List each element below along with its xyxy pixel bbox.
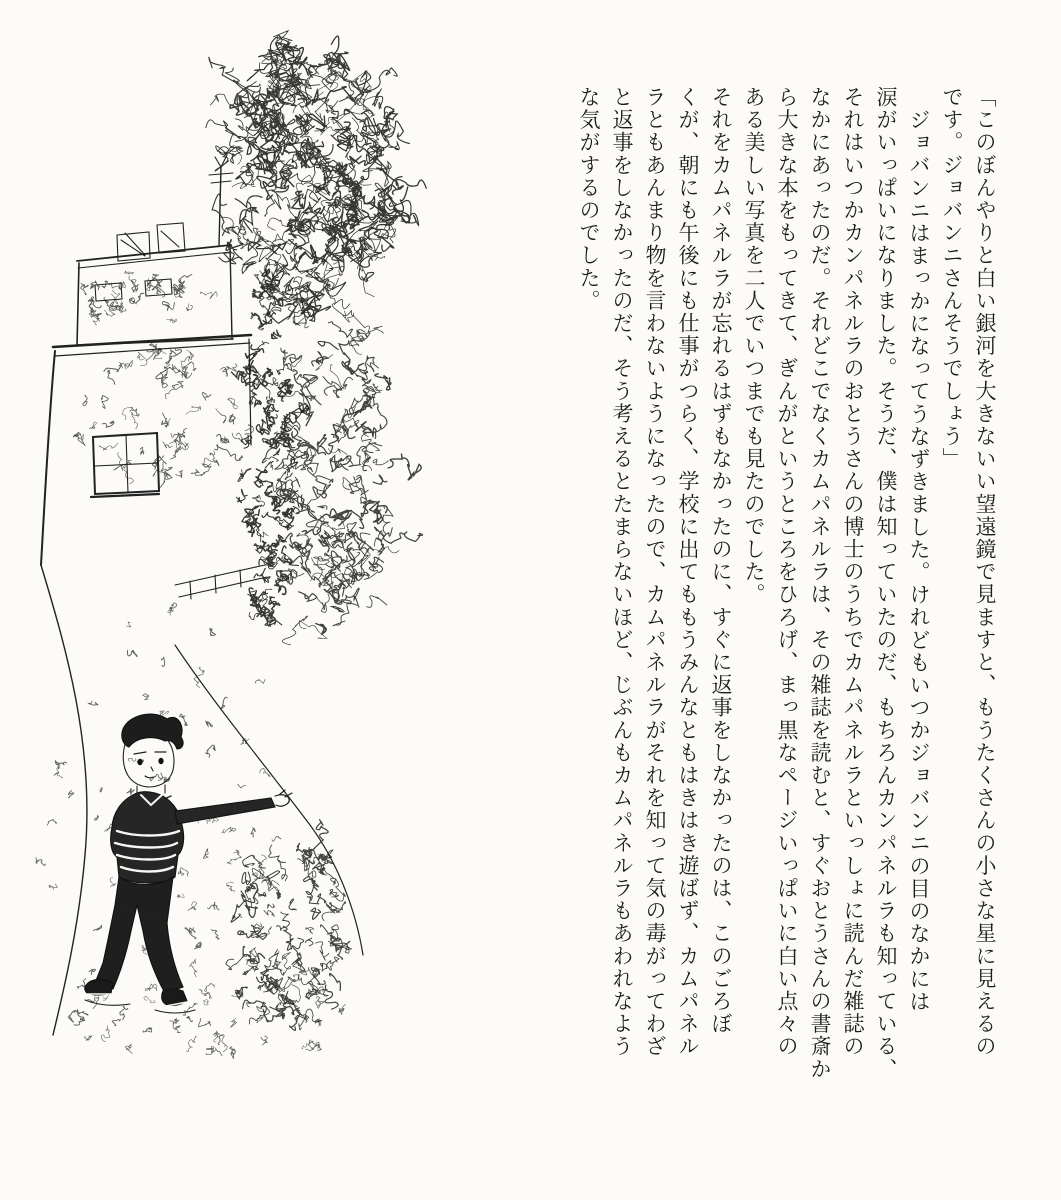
boy-figure-sketch	[85, 714, 292, 1006]
text-column: です。ジョバンニさんそうでしょう」	[940, 86, 964, 471]
eye-left	[137, 759, 142, 765]
eye-right	[158, 758, 163, 764]
text-column: と返事をしなかったのだ、そう考えるとたまらないほど、じぶんもカムパネルラもあわれなよう	[610, 86, 634, 1058]
text-column: 涙がいっぱいになりました。そうだ、僕は知っていたのだ、もちろんカンパネルラも知っている、	[874, 86, 898, 1081]
ink-sketch	[25, 25, 445, 1070]
illustration-boy-running	[25, 25, 445, 1070]
text-column: ジョバンニはまっかになってうなずきました。けれどもいつかジョバンニの目のなかには	[907, 109, 931, 1013]
text-column: 「このぼんやりと白い銀河を大きないい望遠鏡で見ますと、もうたくさんの小さな星に見えるの	[973, 86, 997, 1058]
text-column: なかにあったのだ。それどこでなくカムパネルラは、その雑誌を読むと、すぐおとうさんの書斎か	[808, 86, 832, 1081]
upper-building-sketch	[77, 223, 233, 345]
ground-sketch	[41, 565, 363, 1035]
text-column: ら大きな本をもってきて、ぎんがというところをひろげ、まっ黒なページいっぱいに白い点々の	[775, 86, 799, 1058]
story-text-block	[572, 86, 1001, 1088]
text-column: それをカムパネルラが忘れるはずもなかったのに、すぐに返事をしなかったのは、このごろぼ	[709, 86, 733, 1036]
text-column: ラともあんまり物を言わないようになったので、カムパネルラがそれを知って気の毒がってわざ	[643, 86, 667, 1058]
text-column: な気がするのでした。	[577, 86, 601, 312]
text-column: それはいつかカンパネルラのおとうさんの博士のうちでカムパネルラといっしょに読んだ雑誌の	[841, 86, 865, 1058]
tree-and-grass-scribbles	[36, 31, 426, 1059]
text-column: ある美しい写真を二人でいつまでも見たのでした。	[742, 86, 766, 606]
antenna-sketch	[209, 155, 233, 245]
text-column: くが、朝にも午後にも仕事がつらく、学校に出てももうみんなともはきはき遊ばず、カムパネル	[676, 86, 700, 1058]
